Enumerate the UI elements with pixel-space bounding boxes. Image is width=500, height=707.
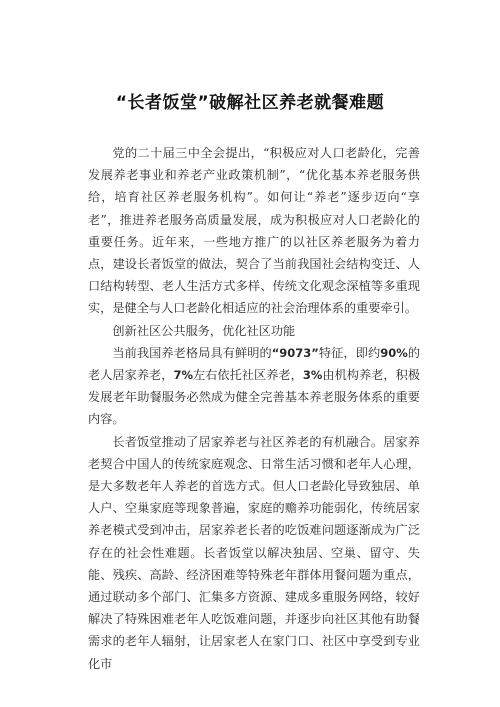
- stats-text-3: 的老人居家养老，: [88, 345, 421, 383]
- paragraph-stats: [88, 342, 420, 431]
- paragraph-canteen: 长者饭堂推动了居家养老与社区养老的有机融合。居家养老契合中国人的传统家庭观念、日常生活习惯和老年人心理，是大多数老年人养老的首选方式。但人口老龄化导致独居、单人户、空巢家庭等现象普遍，家庭的赡养功能弱化，传统居家养老模式受到冲击，居家养老长者的吃饭难问题逐渐成为广泛存在的社会性难题。长者饭堂以解决独居、空巢、留守、失能、残疾、高龄、经济困难等特殊老年群体用餐问题为重点，通过联动多个部门、汇集多方资源、建成多重服务网络，较好解决了特殊困难老年人吃饭难问题，并逐步向社区其他有助餐需求的老年人辐射，让居家老人在家门口、社区中享受到专业化市: [88, 434, 420, 671]
- stats-bold-9073: “9073”: [271, 345, 319, 360]
- paragraph-intro: 党的二十届三中全会提出，“积极应对人口老龄化，完善发展养老事业和养老产业政策机制”，“优化基本养老服务供给，培育社区养老服务机构”。如何让“养老”逐步迈向“享老”，推进养老服务高质量发展，成为积极应对人口老龄化的重要任务。近年来，一些地方推广的以社区养老服务为着力点，建设长者饭堂的做法，契合了当前我国社会结构变迁、人口结构转型、老人生活方式多样、传统文化观念深植等多重现实，是健全与人口老龄化相适应的社会治理体系的重要牵引。: [88, 146, 420, 316]
- stats-text-2: 特征，即约: [318, 345, 381, 360]
- stats-text-1: 当前我国养老格局具有鲜明的: [112, 345, 272, 360]
- stats-text-4: 左右依托社区养老，: [192, 368, 303, 383]
- section-heading: 创新社区公共服务，优化社区功能: [112, 323, 296, 338]
- article-title: “长者饭堂”破解社区养老就餐难题: [115, 93, 385, 113]
- stats-bold-3: 3%: [302, 368, 323, 383]
- stats-bold-7: 7%: [173, 368, 193, 383]
- stats-bold-90: 90%: [380, 345, 408, 360]
- article-body: [88, 142, 420, 675]
- stats-text-5: 由机构养老，积极发展老年助餐服务必然成为健全完善基本养老服务体系的重要内容。: [88, 368, 421, 427]
